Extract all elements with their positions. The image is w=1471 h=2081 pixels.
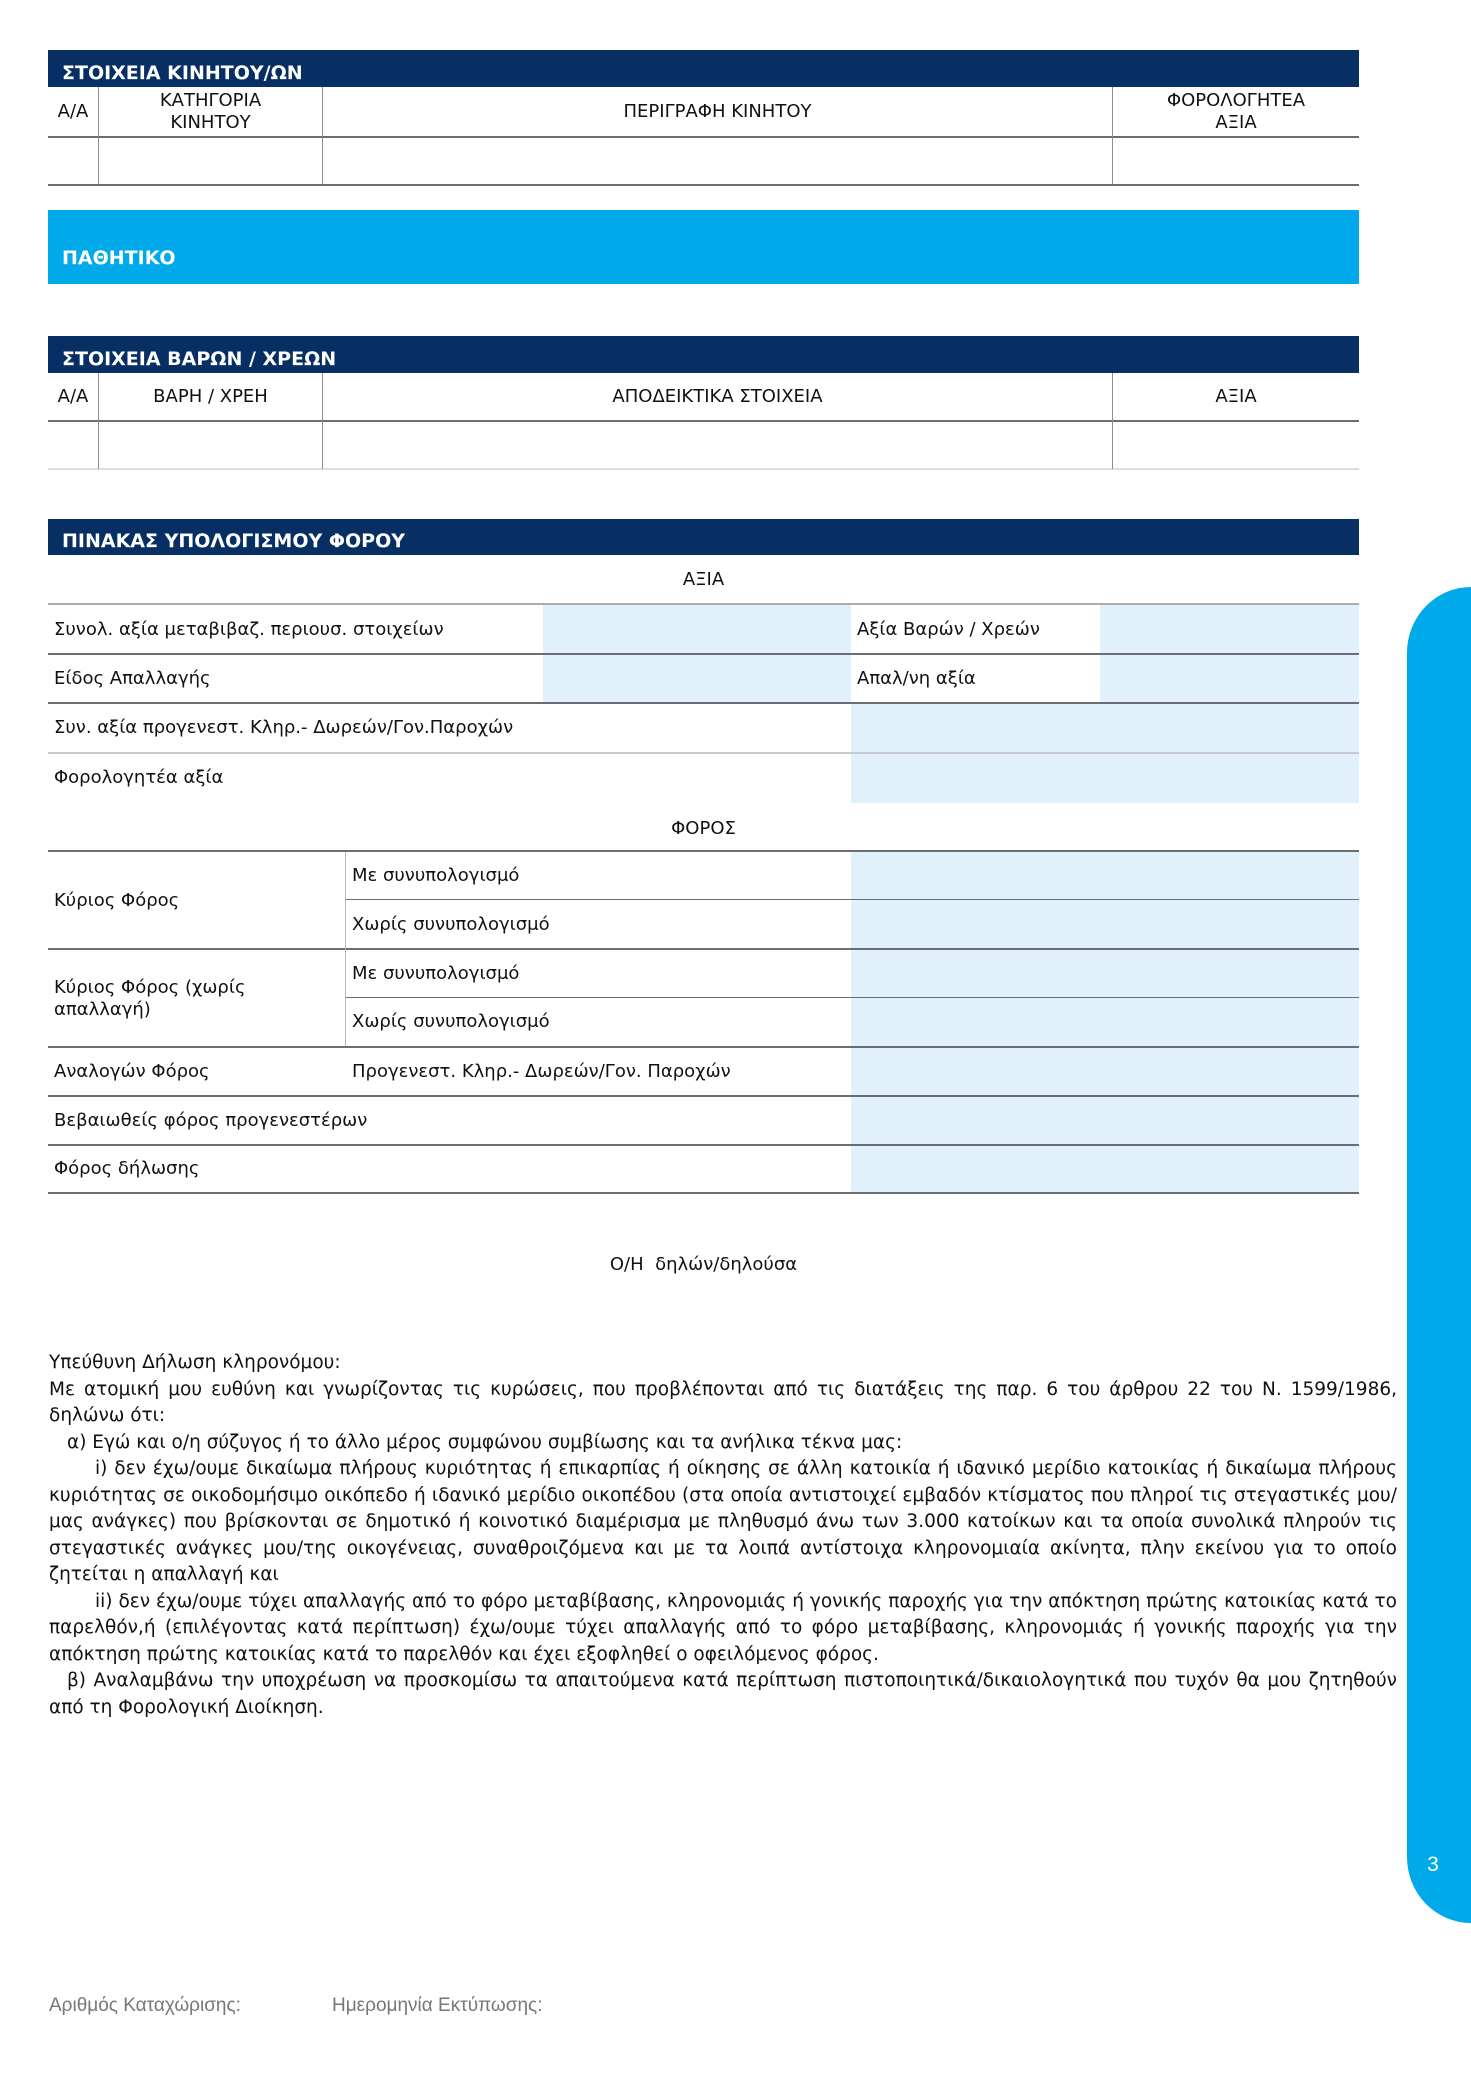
column-divider	[345, 852, 346, 1046]
movables-col-aa: Α/Α	[57, 100, 89, 122]
tax-calc-title: ΠΙΝΑΚΑΣ ΥΠΟΛΟΓΙΣΜΟΥ ΦΟΡΟΥ	[62, 530, 405, 552]
movables-title: ΣΤΟΙΧΕΙΑ ΚΙΝΗΤΟΥ/ΩΝ	[62, 62, 303, 84]
debts-col-debts: ΒΑΡΗ / ΧΡΕΗ	[153, 385, 268, 407]
declaration-intro: Με ατομική μου ευθύνη και γνωρίζοντας τις κυρώσεις, που προβλέπονται από τις διατάξεις της παρ. 6 του άρθρου 22 του Ν. 1599/1986, δηλώνω ότι:	[49, 1378, 1397, 1426]
movables-col-category: ΚΑΤΗΓΟΡΙΑ ΚΙΝΗΤΟΥ	[159, 89, 262, 133]
movables-col-taxable-value: ΦΟΡΟΛΟΓΗΤΕΑ ΑΞΙΑ	[1166, 89, 1306, 133]
column-divider	[322, 87, 323, 184]
total-value-field[interactable]	[543, 605, 851, 654]
taxable-value-field[interactable]	[851, 754, 1359, 803]
assessed-prior-tax-label: Βεβαιωθείς φόρος προγενεστέρων	[54, 1109, 368, 1131]
liabilities-banner	[48, 210, 1359, 284]
declaration-item-a: α) Εγώ και ο/η σύζυγος ή το άλλο μέρος συμφώνου συμβίωσης και τα ανήλικα τέκνα μας:	[67, 1431, 903, 1453]
main-tax-without-label: Χωρίς συνυπολογισμό	[352, 913, 550, 935]
proportional-tax-prior-label: Προγενεστ. Κληρ.- Δωρεών/Γον. Παροχών	[352, 1060, 731, 1082]
movables-row-value-field[interactable]	[1113, 138, 1359, 184]
main-tax-no-exemption-without-field[interactable]	[851, 998, 1359, 1046]
column-divider	[98, 87, 99, 184]
value-heading: ΑΞΙΑ	[682, 568, 725, 590]
debts-value-label: Αξία Βαρών / Χρεών	[857, 618, 1040, 640]
divider	[48, 468, 1359, 470]
column-divider	[98, 373, 99, 469]
tax-heading: ΦΟΡΟΣ	[671, 818, 736, 839]
main-tax-no-exemption-with-label: Με συνυπολογισμό	[352, 962, 520, 984]
prior-gifts-value-field[interactable]	[851, 704, 1359, 752]
signature-label: Ο/Η δηλών/δηλούσα	[609, 1254, 798, 1275]
divider	[48, 1192, 1359, 1194]
proportional-tax-field[interactable]	[851, 1048, 1359, 1095]
main-tax-with-field[interactable]	[851, 852, 1359, 899]
page-tab	[1407, 587, 1471, 1923]
exempt-value-field[interactable]	[1100, 655, 1359, 703]
debts-col-evidence: ΑΠΟΔΕΙΚΤΙΚΑ ΣΤΟΙΧΕΙΑ	[612, 385, 823, 407]
divider	[48, 184, 1359, 186]
prior-gifts-value-label: Συν. αξία προγενεστ. Κληρ.- Δωρεών/Γον.Παροχών	[54, 717, 514, 738]
debts-row-evidence-field[interactable]	[323, 422, 1112, 468]
main-tax-no-exemption-with-field[interactable]	[851, 950, 1359, 997]
movables-header	[48, 50, 1359, 87]
assessed-prior-tax-field[interactable]	[851, 1097, 1359, 1144]
main-tax-label: Κύριος Φόρος	[54, 889, 180, 911]
declaration-tax-field[interactable]	[851, 1146, 1359, 1192]
debts-row-debts-field[interactable]	[99, 422, 322, 468]
movables-row-aa-field[interactable]	[48, 138, 98, 184]
main-tax-no-exemption-without-label: Χωρίς συνυπολογισμό	[352, 1011, 550, 1032]
declaration-title: Υπεύθυνη Δήλωση κληρονόμου:	[49, 1352, 341, 1373]
debts-row-value-field[interactable]	[1113, 422, 1359, 468]
taxable-value-label: Φορολογητέα αξία	[54, 767, 224, 788]
exempt-value-label: Απαλ/νη αξία	[857, 668, 976, 689]
debts-header	[48, 336, 1359, 373]
tax-calc-header	[48, 519, 1359, 555]
debts-row-aa-field[interactable]	[48, 422, 98, 468]
declaration-text	[49, 1350, 1397, 1721]
proportional-tax-label: Αναλογών Φόρος	[54, 1060, 210, 1082]
movables-row-category-field[interactable]	[99, 138, 322, 184]
column-divider	[1112, 373, 1113, 469]
liabilities-title: ΠΑΘΗΤΙΚΟ	[62, 247, 176, 269]
declaration-item-a-i: i) δεν έχω/ουμε δικαίωμα πλήρους κυριότητας ή επικαρπίας ή οίκησης σε άλλη κατοικία ή ιδανικό μερίδιο κατοικίας ή δικαίωμα πλήρους κυριότητας σε οικοδομήσιμο οικόπεδο ή ιδανικό μερίδιο οικοπέδου (στα οποία αντιστοιχεί εμβαδόν κτίσματος που πληροί τις στεγαστικές μου/μας ανάγκες) που βρίσκονται σε δημοτικό ή κοινοτικό διαμέρισμα με πληθυσμό άνω των 3.000 κατοίκων και τα οποία συνολικά πληρούν τις στεγαστικές ανάγκες μου/της οικογένειας, συναθροιζόμενα και με τα λοιπά αντίστοιχα κληρονομιαία ακίνητα, πλην εκείνου για το οποίο ζητείται η απαλλαγή και	[49, 1458, 1397, 1585]
page-number: 3	[1427, 1853, 1439, 1876]
total-value-label: Συνολ. αξία μεταβιβαζ. περιουσ. στοιχείων	[54, 618, 444, 640]
column-divider	[1112, 87, 1113, 184]
movables-row-description-field[interactable]	[323, 138, 1112, 184]
main-tax-without-field[interactable]	[851, 900, 1359, 949]
registration-number-label: Αριθμός Καταχώρισης:	[49, 1995, 241, 2016]
movables-section	[0, 0, 1471, 190]
exemption-type-field[interactable]	[543, 655, 851, 703]
exemption-type-label: Είδος Απαλλαγής	[54, 668, 211, 689]
movables-col-description: ΠΕΡΙΓΡΑΦΗ ΚΙΝΗΤΟΥ	[623, 100, 812, 122]
main-tax-no-exemption-label: Κύριος Φόρος (χωρίς απαλλαγή)	[54, 976, 246, 1020]
debts-section	[0, 330, 1471, 480]
column-divider	[322, 373, 323, 469]
debts-col-aa: Α/Α	[57, 385, 89, 407]
declaration-tax-label: Φόρος δήλωσης	[54, 1158, 200, 1179]
declaration-item-b: β) Αναλαμβάνω την υποχρέωση να προσκομίσω τα απαιτούμενα κατά περίπτωση πιστοποιητικά/δικαιολογητικά που τυχόν θα μου ζητηθούν από τη Φορολογική Διοίκηση.	[49, 1670, 1397, 1718]
debts-value-field[interactable]	[1100, 605, 1359, 654]
main-tax-with-label: Με συνυπολογισμό	[352, 864, 520, 886]
debts-title: ΣΤΟΙΧΕΙΑ ΒΑΡΩΝ / ΧΡΕΩΝ	[62, 348, 337, 370]
declaration-item-a-ii: ii) δεν έχω/ουμε τύχει απαλλαγής από το φόρο μεταβίβασης, κληρονομιάς ή γονικής παροχής για την απόκτηση πρώτης κατοικίας κατά το παρελθόν,ή (επιλέγοντας κατά περίπτωση) έχω/ουμε τύχει απαλλαγής από το φόρο μεταβίβασης, κληρονομιάς ή γονικής παροχής για την απόκτηση πρώτης κατοικίας κατά το παρελθόν και έχει εξοφληθεί ο οφειλόμενος φόρος.	[49, 1590, 1397, 1665]
print-date-label: Ημερομηνία Εκτύπωσης:	[332, 1995, 543, 2016]
debts-col-value: ΑΞΙΑ	[1215, 385, 1257, 407]
